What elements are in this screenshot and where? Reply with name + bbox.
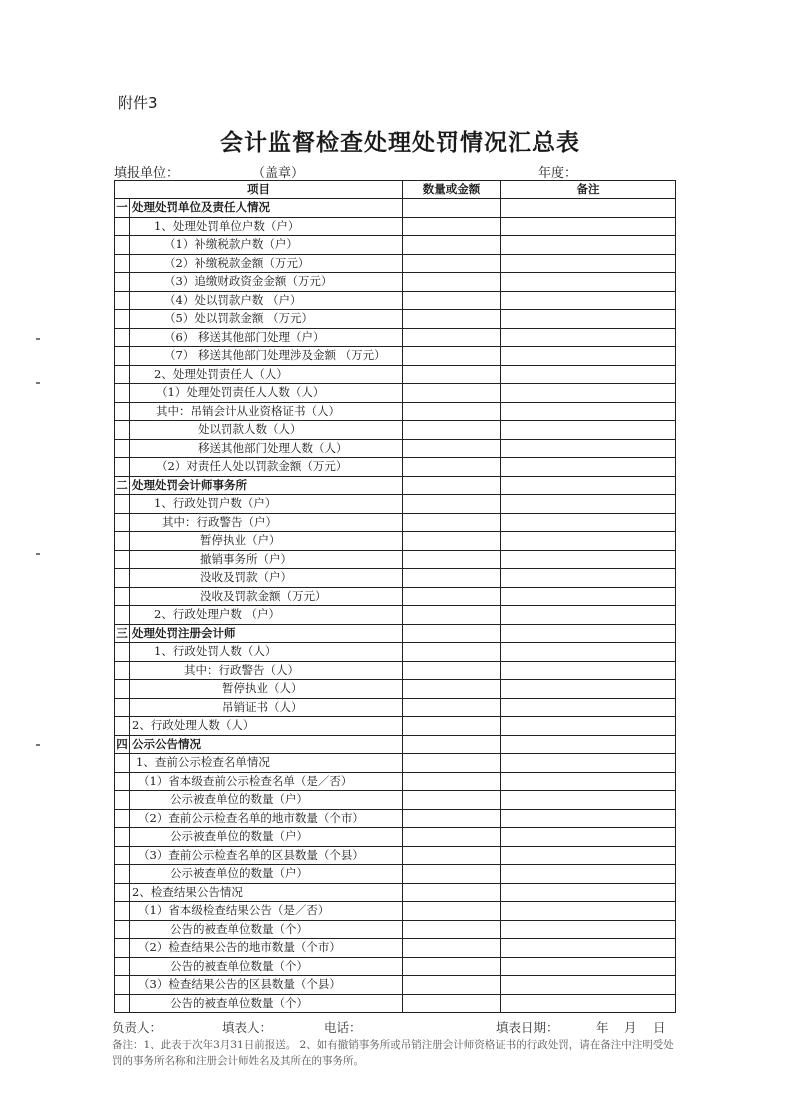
section-number (115, 402, 130, 421)
section-number (115, 532, 130, 551)
section-number: 四 (115, 735, 130, 754)
remark-cell[interactable] (501, 384, 676, 403)
amount-cell[interactable] (403, 606, 501, 625)
table-section-row (115, 624, 676, 643)
remark-cell[interactable] (501, 310, 676, 329)
section-number: 二 (115, 476, 130, 495)
amount-cell[interactable] (403, 310, 501, 329)
section-number (115, 717, 130, 736)
remark-cell[interactable] (501, 421, 676, 440)
section-number (115, 513, 130, 532)
item-label: 暂停执业（人） (130, 680, 403, 699)
scan-speck (36, 553, 40, 555)
item-label: 2、行政处理人数（人） (130, 717, 403, 736)
section-number: 三 (115, 624, 130, 643)
date-label: 填表日期： (496, 1020, 559, 1035)
remark-cell[interactable] (501, 661, 676, 680)
remark-cell[interactable] (501, 920, 676, 939)
remark-cell[interactable] (501, 902, 676, 921)
remark-cell[interactable] (501, 199, 676, 218)
remark-cell[interactable] (501, 236, 676, 255)
remark-cell[interactable] (501, 439, 676, 458)
item-label: 1、行政处罚户数（户） (130, 495, 403, 514)
item-label: 公告的被查单位数量（个） (130, 920, 403, 939)
amount-cell[interactable] (403, 754, 501, 773)
header-remark: 备注 (501, 181, 676, 199)
summary-table (114, 180, 676, 1013)
amount-cell[interactable] (403, 328, 501, 347)
amount-cell[interactable] (403, 698, 501, 717)
date-day: 日 (653, 1020, 666, 1035)
item-label: 移送其他部门处理人数（人） (130, 439, 403, 458)
item-label: 公示被查单位的数量（户） (130, 865, 403, 884)
scan-speck (36, 382, 40, 384)
remark-cell[interactable] (501, 865, 676, 884)
section-number: 一 (115, 199, 130, 218)
section-number (115, 439, 130, 458)
item-label: （2）补缴税款金额（万元） (130, 254, 403, 273)
amount-cell[interactable] (403, 643, 501, 662)
amount-cell[interactable] (403, 828, 501, 847)
item-label: 公示被查单位的数量（户） (130, 791, 403, 810)
amount-cell[interactable] (403, 217, 501, 236)
table-row (115, 809, 676, 828)
table-row (115, 587, 676, 606)
table-section-row (115, 735, 676, 754)
table-row (115, 828, 676, 847)
remark-cell[interactable] (501, 698, 676, 717)
amount-cell[interactable] (403, 939, 501, 958)
table-row (115, 421, 676, 440)
table-row (115, 310, 676, 329)
remark-cell[interactable] (501, 254, 676, 273)
section-number (115, 828, 130, 847)
remark-cell[interactable] (501, 643, 676, 662)
table-row (115, 772, 676, 791)
amount-cell[interactable] (403, 957, 501, 976)
remark-cell[interactable] (501, 791, 676, 810)
remark-cell[interactable] (501, 994, 676, 1013)
remark-cell[interactable] (501, 513, 676, 532)
item-label: 2、处理处罚责任人（人） (130, 365, 403, 384)
table-row (115, 347, 676, 366)
item-label: （1）省本级检查结果公告（是／否） (130, 902, 403, 921)
reporting-unit-label: 填报单位： (114, 166, 180, 181)
remark-cell[interactable] (501, 883, 676, 902)
table-row (115, 217, 676, 236)
item-label: 1、行政处罚人数（人） (130, 643, 403, 662)
section-number (115, 587, 130, 606)
item-label: 处理处罚注册会计师 (130, 624, 403, 643)
year-label: 年度： (538, 166, 578, 181)
table-body (115, 199, 676, 1013)
section-number (115, 495, 130, 514)
item-label: 1、查前公示检查名单情况 (130, 754, 403, 773)
table-row (115, 661, 676, 680)
amount-cell[interactable] (403, 365, 501, 384)
section-number (115, 680, 130, 699)
amount-cell[interactable] (403, 587, 501, 606)
item-label: （1）处理处罚责任人人数（人） (130, 384, 403, 403)
table-row (115, 883, 676, 902)
section-number (115, 846, 130, 865)
section-number (115, 550, 130, 569)
table-row (115, 236, 676, 255)
item-label: （2）查前公示检查名单的地市数量（个市） (130, 809, 403, 828)
remark-cell[interactable] (501, 624, 676, 643)
header-item: 项目 (115, 181, 403, 199)
item-label: 1、处理处罚单位户数（户） (130, 217, 403, 236)
amount-cell[interactable] (403, 569, 501, 588)
remark-cell[interactable] (501, 957, 676, 976)
amount-cell[interactable] (403, 717, 501, 736)
amount-cell[interactable] (403, 458, 501, 477)
remark-cell[interactable] (501, 569, 676, 588)
amount-cell[interactable] (403, 883, 501, 902)
table-row (115, 550, 676, 569)
amount-cell[interactable] (403, 273, 501, 292)
section-number (115, 865, 130, 884)
remark-cell[interactable] (501, 532, 676, 551)
remark-cell[interactable] (501, 939, 676, 958)
table-row (115, 328, 676, 347)
amount-cell[interactable] (403, 624, 501, 643)
item-label: 公示被查单位的数量（户） (130, 828, 403, 847)
table-row (115, 920, 676, 939)
section-number (115, 661, 130, 680)
table-row (115, 273, 676, 292)
amount-cell[interactable] (403, 495, 501, 514)
item-label: 处以罚款人数（人） (130, 421, 403, 440)
amount-cell[interactable] (403, 809, 501, 828)
section-number (115, 217, 130, 236)
item-label: （7） 移送其他部门处理涉及金额 （万元） (130, 347, 403, 366)
scan-speck (36, 338, 40, 340)
table-row (115, 865, 676, 884)
item-label: 处理处罚会计师事务所 (130, 476, 403, 495)
item-label: 2、行政处理户数 （户） (130, 606, 403, 625)
item-label: （3）检查结果公告的区县数量（个县） (130, 976, 403, 995)
amount-cell[interactable] (403, 994, 501, 1013)
item-label: （2）检查结果公告的地市数量（个市） (130, 939, 403, 958)
amount-cell[interactable] (403, 661, 501, 680)
amount-cell[interactable] (403, 254, 501, 273)
item-label: 吊销证书（人） (130, 698, 403, 717)
item-label: 其中：吊销会计从业资格证书（人） (130, 402, 403, 421)
section-number (115, 902, 130, 921)
date-year: 年 (596, 1020, 609, 1035)
table-row (115, 902, 676, 921)
table-row (115, 513, 676, 532)
item-label: （1）补缴税款户数（户） (130, 236, 403, 255)
table-row (115, 939, 676, 958)
remark-cell[interactable] (501, 458, 676, 477)
table-row (115, 791, 676, 810)
amount-cell[interactable] (403, 550, 501, 569)
section-number (115, 347, 130, 366)
amount-cell[interactable] (403, 421, 501, 440)
amount-cell[interactable] (403, 513, 501, 532)
header-amount: 数量或金额 (403, 181, 501, 199)
table-row (115, 606, 676, 625)
item-label: 暂停执业（户） (130, 532, 403, 551)
table-section-row (115, 476, 676, 495)
footnote: 备注：1、此表于次年3月31日前报送。 2、如有撤销事务所或吊销注册会计师资格证书的行政处罚，请在备注中注明受处罚的事务所名称和注册会计师姓名及其所在的事务所。 (112, 1039, 674, 1067)
section-number (115, 328, 130, 347)
section-number (115, 939, 130, 958)
remark-cell[interactable] (501, 828, 676, 847)
section-number (115, 365, 130, 384)
section-number (115, 384, 130, 403)
remark-cell[interactable] (501, 291, 676, 310)
item-label: 其中：行政警告（人） (130, 661, 403, 680)
item-label: （3）追缴财政资金金额（万元） (130, 273, 403, 292)
table-row (115, 458, 676, 477)
remark-cell[interactable] (501, 273, 676, 292)
section-number (115, 809, 130, 828)
remark-cell[interactable] (501, 846, 676, 865)
section-number (115, 920, 130, 939)
remark-cell[interactable] (501, 402, 676, 421)
item-label: （1）省本级查前公示检查名单（是／否） (130, 772, 403, 791)
table-row (115, 754, 676, 773)
attachment-label: 附件3 (118, 94, 158, 112)
signature-footer (112, 1018, 672, 1034)
remark-cell[interactable] (501, 495, 676, 514)
item-label: 公告的被查单位数量（个） (130, 994, 403, 1013)
date-month: 月 (624, 1020, 637, 1035)
remark-cell[interactable] (501, 365, 676, 384)
section-number (115, 772, 130, 791)
section-number (115, 254, 130, 273)
amount-cell[interactable] (403, 680, 501, 699)
table-row (115, 384, 676, 403)
section-number (115, 791, 130, 810)
amount-cell[interactable] (403, 199, 501, 218)
amount-cell[interactable] (403, 384, 501, 403)
remark-cell[interactable] (501, 476, 676, 495)
section-number (115, 606, 130, 625)
section-number (115, 976, 130, 995)
table-section-row (115, 199, 676, 218)
item-label: 公示公告情况 (130, 735, 403, 754)
item-label: （2）对责任人处以罚款金额（万元） (130, 458, 403, 477)
item-label: 2、检查结果公告情况 (130, 883, 403, 902)
section-number (115, 754, 130, 773)
amount-cell[interactable] (403, 772, 501, 791)
item-label: 公告的被查单位数量（个） (130, 957, 403, 976)
section-number (115, 883, 130, 902)
item-label: （4）处以罚款户数 （户） (130, 291, 403, 310)
remark-cell[interactable] (501, 717, 676, 736)
amount-cell[interactable] (403, 532, 501, 551)
amount-cell[interactable] (403, 439, 501, 458)
page-title: 会计监督检查处理处罚情况汇总表 (220, 129, 580, 156)
amount-cell[interactable] (403, 476, 501, 495)
table-row (115, 994, 676, 1013)
item-label: 撤销事务所（户） (130, 550, 403, 569)
table-row (115, 976, 676, 995)
remark-cell[interactable] (501, 754, 676, 773)
amount-cell[interactable] (403, 846, 501, 865)
section-number (115, 994, 130, 1013)
table-row (115, 846, 676, 865)
section-number (115, 643, 130, 662)
section-number (115, 273, 130, 292)
item-label: 其中：行政警告（户） (130, 513, 403, 532)
responsible-label: 负责人： (112, 1020, 163, 1035)
amount-cell[interactable] (403, 920, 501, 939)
remark-cell[interactable] (501, 680, 676, 699)
seal-label: （盖章） (252, 166, 305, 181)
table-row (115, 254, 676, 273)
amount-cell[interactable] (403, 865, 501, 884)
remark-cell[interactable] (501, 735, 676, 754)
filler-label: 填表人： (222, 1020, 273, 1035)
section-number (115, 458, 130, 477)
table-row (115, 439, 676, 458)
amount-cell[interactable] (403, 347, 501, 366)
amount-cell[interactable] (403, 902, 501, 921)
table-row (115, 643, 676, 662)
amount-cell[interactable] (403, 236, 501, 255)
remark-cell[interactable] (501, 809, 676, 828)
section-number (115, 310, 130, 329)
item-label: 没收及罚款（户） (130, 569, 403, 588)
item-label: 处理处罚单位及责任人情况 (130, 199, 403, 218)
item-label: （5）处以罚款金额 （万元） (130, 310, 403, 329)
section-number (115, 421, 130, 440)
remark-cell[interactable] (501, 587, 676, 606)
table-row (115, 569, 676, 588)
item-label: （3）查前公示检查名单的区县数量（个县） (130, 846, 403, 865)
table-row (115, 495, 676, 514)
amount-cell[interactable] (403, 976, 501, 995)
remark-cell[interactable] (501, 976, 676, 995)
remark-cell[interactable] (501, 606, 676, 625)
table-row (115, 957, 676, 976)
phone-label: 电话： (324, 1020, 362, 1035)
table-row (115, 365, 676, 384)
section-number (115, 236, 130, 255)
amount-cell[interactable] (403, 402, 501, 421)
item-label: （6） 移送其他部门处理（户） (130, 328, 403, 347)
item-label: 没收及罚款金额（万元） (130, 587, 403, 606)
section-number (115, 291, 130, 310)
remark-cell[interactable] (501, 550, 676, 569)
section-number (115, 569, 130, 588)
remark-cell[interactable] (501, 328, 676, 347)
table-row (115, 291, 676, 310)
section-number (115, 698, 130, 717)
table-row (115, 402, 676, 421)
table-row (115, 698, 676, 717)
amount-cell[interactable] (403, 791, 501, 810)
remark-cell[interactable] (501, 347, 676, 366)
table-row (115, 717, 676, 736)
remark-cell[interactable] (501, 217, 676, 236)
table-header-row (115, 181, 676, 199)
amount-cell[interactable] (403, 735, 501, 754)
section-number (115, 957, 130, 976)
amount-cell[interactable] (403, 291, 501, 310)
table-row (115, 680, 676, 699)
table-row (115, 532, 676, 551)
scan-speck (36, 744, 40, 746)
remark-cell[interactable] (501, 772, 676, 791)
